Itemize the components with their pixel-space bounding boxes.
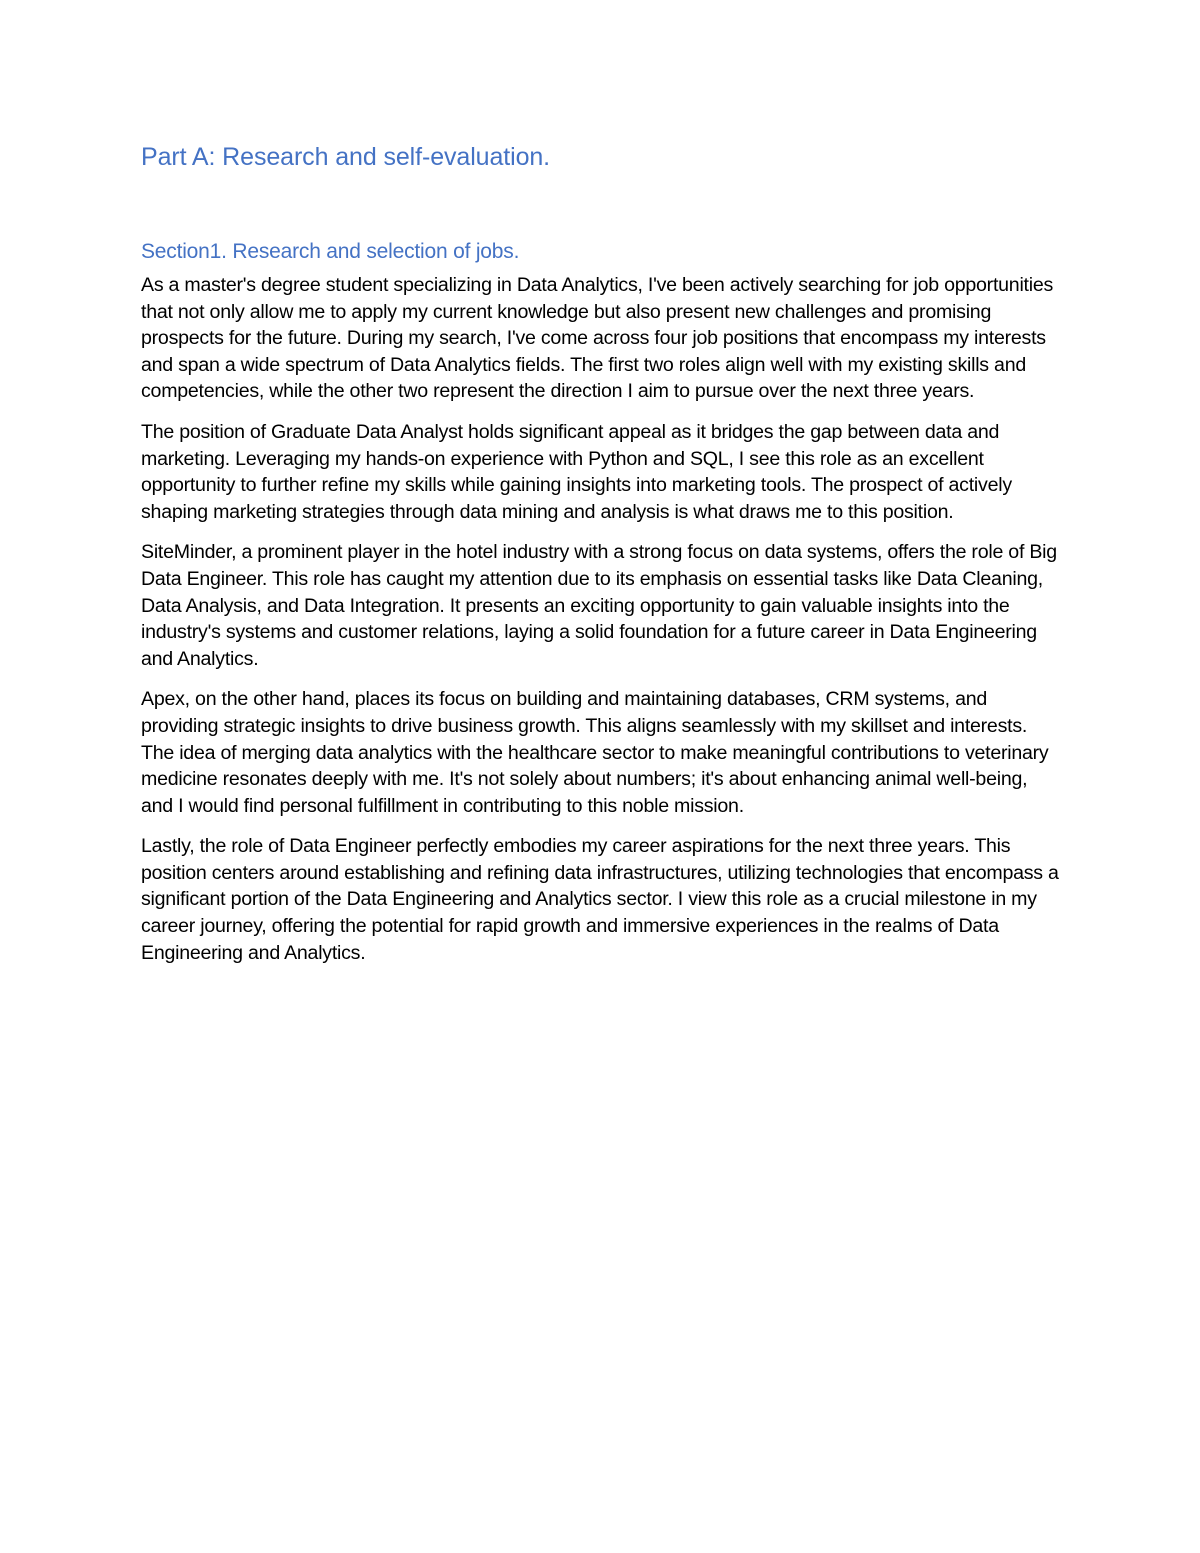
paragraph-graduate-data-analyst: The position of Graduate Data Analyst holds significant appeal as it bridges the gap between data and marketing. Leveraging my hands-on experience with Python and SQL, I see this role as an excellent opportunity to further refine my skills while gaining insights into marketing tools. The prospect of actively shaping marketing strategies through data mining and analysis is what draws me to this position. (141, 420, 1012, 523)
paragraph-siteminder: SiteMinder, a prominent player in the hotel industry with a strong focus on data systems, offers the role of Big Data Engineer. This role has caught my attention due to its emphasis on essential tasks like Data Cleaning, Data Analysis, and Data Integration. It presents an exciting opportunity to gain valuable insights into the industry's systems and customer relations, laying a solid foundation for a future career in Data Engineering and Analytics. (141, 541, 1057, 670)
document-body (141, 140, 1061, 966)
paragraph-apex: Apex, on the other hand, places its focus on building and maintaining databases, CRM systems, and providing strategic insights to drive business growth. This aligns seamlessly with my skillset and interests. The idea of merging data analytics with the healthcare sector to make meaningful contributions to veterinary medicine resonates deeply with me. It's not solely about numbers; it's about enhancing animal well-being, and I would find personal fulfillment in contributing to this noble mission. (141, 688, 1049, 817)
paragraph-intro: As a master's degree student specializing in Data Analytics, I've been actively searching for job opportunities that not only allow me to apply my current knowledge but also present new challenges and promising prospects for the future. During my search, I've come across four job positions that encompass my interests and span a wide spectrum of Data Analytics fields. The first two roles align well with my existing skills and competencies, while the other two represent the direction I aim to pursue over the next three years. (141, 274, 1054, 403)
page-title: Part A: Research and self-evaluation. (141, 143, 551, 171)
section-heading: Section1. Research and selection of jobs. (141, 240, 520, 263)
paragraph-data-engineer: Lastly, the role of Data Engineer perfectly embodies my career aspirations for the next three years. This position centers around establishing and refining data infrastructures, utilizing technologies that encompass a significant portion of the Data Engineering and Analytics sector. I view this role as a crucial milestone in my career journey, offering the potential for rapid growth and immersive experiences in the realms of Data Engineering and Analytics. (141, 835, 1059, 964)
